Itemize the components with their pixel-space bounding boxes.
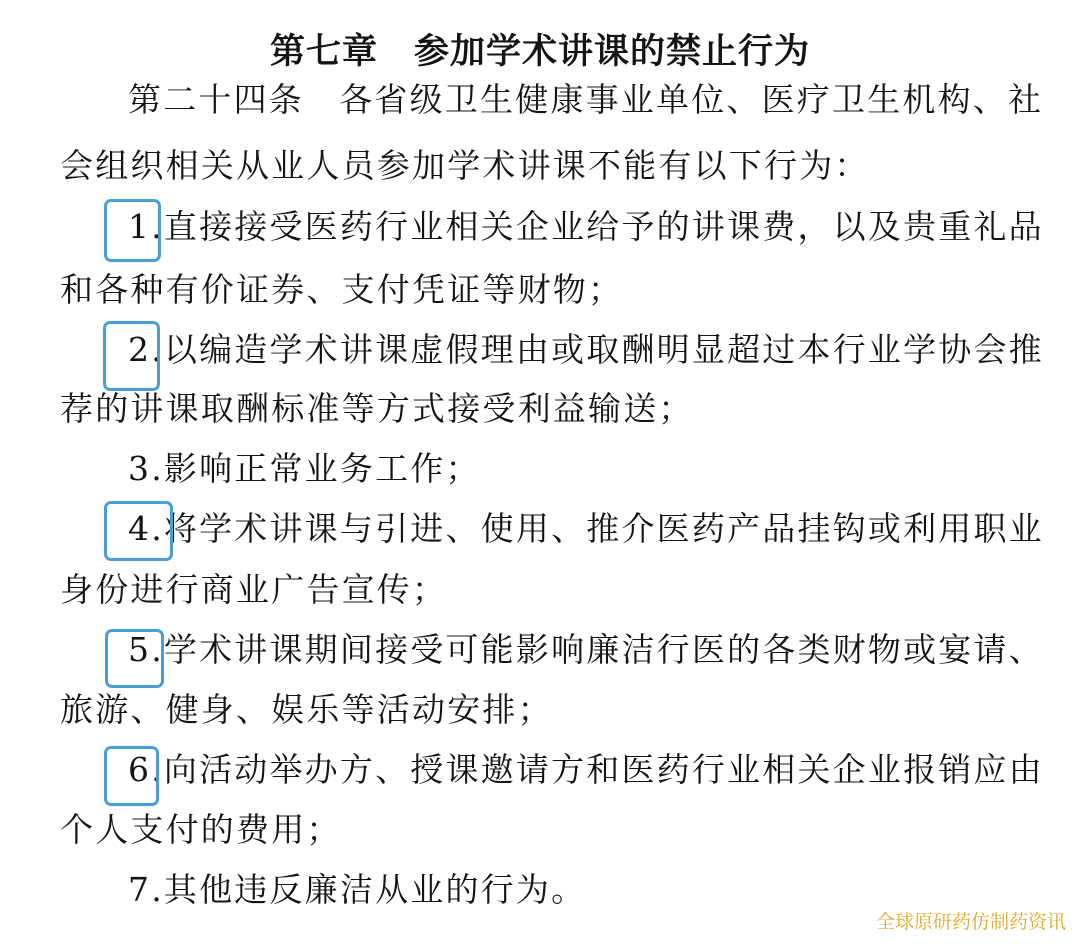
list-item-4-line-1: 4.将学术讲课与引进、使用、推介医药产品挂钩或利用职业 xyxy=(128,509,1044,548)
item-1-highlight-box xyxy=(104,199,161,262)
item-4-highlight-box xyxy=(104,501,173,561)
list-item-6-line-2: 个人支付的费用； xyxy=(60,810,342,849)
list-item-2-line-2: 荐的讲课取酬标准等方式接受利益输送； xyxy=(60,389,694,428)
list-item-1-line-1: 1.直接接受医药行业相关企业给予的讲课费，以及贵重礼品 xyxy=(128,207,1044,246)
item-5-highlight-box xyxy=(105,629,164,688)
list-item-1-line-2: 和各种有价证券、支付凭证等财物； xyxy=(60,270,624,309)
list-item-7-line-1: 7.其他违反廉洁从业的行为。 xyxy=(128,870,587,909)
article-body-line: 会组织相关从业人员参加学术讲课不能有以下行为： xyxy=(60,146,870,185)
list-item-5-line-2: 旅游、健身、娱乐等活动安排； xyxy=(60,690,553,729)
article-heading-line: 第二十四条 各省级卫生健康事业单位、医疗卫生机构、社 xyxy=(128,80,1044,119)
chapter-title: 第七章 参加学术讲课的禁止行为 xyxy=(269,32,810,72)
list-item-5-line-1: 5.学术讲课期间接受可能影响廉洁行医的各类财物或宴请、 xyxy=(128,630,1044,669)
list-item-2-line-1: 2.以编造学术讲课虚假理由或取酬明显超过本行业学协会推 xyxy=(128,330,1044,369)
list-item-6-line-1: 6.向活动举办方、授课邀请方和医药行业相关企业报销应由 xyxy=(128,750,1044,789)
item-6-highlight-box xyxy=(104,746,159,806)
list-item-4-line-2: 身份进行商业广告宣传； xyxy=(60,570,448,609)
list-item-3-line-1: 3.影响正常业务工作； xyxy=(128,449,481,488)
item-2-highlight-box xyxy=(103,321,160,391)
watermark-text: 全球原研药仿制药资讯 xyxy=(875,911,1066,933)
